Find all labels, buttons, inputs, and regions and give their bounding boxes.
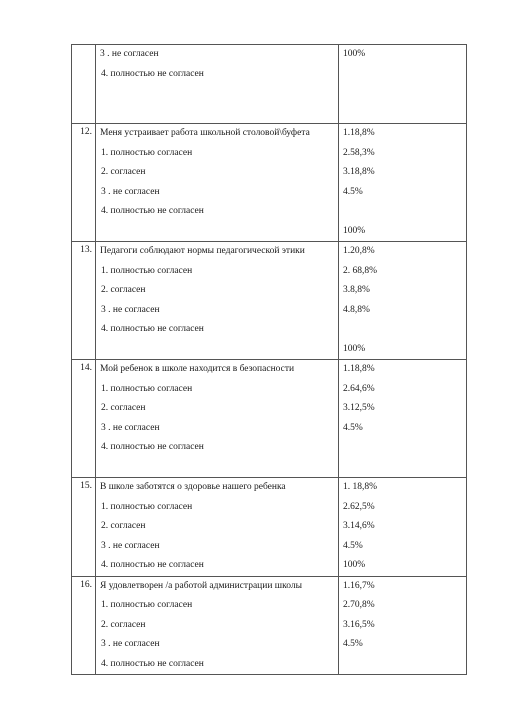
question-number: 14. bbox=[80, 363, 92, 373]
question-number bbox=[72, 45, 92, 48]
question-text: Меня устраивает работа школьной столовой\буфета bbox=[100, 128, 310, 138]
result-value: 4.5% bbox=[343, 639, 363, 649]
answer-option: 2. согласен bbox=[101, 167, 146, 177]
result-value: 100% bbox=[343, 560, 366, 570]
result-value bbox=[343, 202, 466, 222]
answer-option: 3 . не согласен bbox=[101, 540, 160, 551]
question-number: 13. bbox=[80, 245, 92, 255]
result-value: 3.8,8% bbox=[343, 285, 370, 295]
result-cell bbox=[339, 45, 467, 124]
survey-table bbox=[71, 44, 467, 675]
question-text: Мой ребенок в школе находится в безопасности bbox=[100, 364, 295, 374]
result-value: 1.20,8% bbox=[343, 246, 375, 256]
answer-option: 3 . не согласен bbox=[101, 639, 160, 649]
question-text: В школе заботятся о здоровье нашего ребенка bbox=[100, 482, 286, 492]
question-cell bbox=[96, 576, 339, 675]
answer-option: 3 . не согласен bbox=[101, 304, 160, 315]
answer-option: 4. полностью не согласен bbox=[101, 442, 204, 452]
answer-option: 1. полностью согласен bbox=[101, 147, 193, 158]
table-row bbox=[72, 360, 467, 478]
question-number-cell bbox=[72, 45, 96, 124]
answer-option: 3 . не согласен bbox=[101, 186, 160, 197]
result-value: 2.62,5% bbox=[343, 501, 375, 512]
answer-option: 3 . не согласен bbox=[101, 422, 160, 433]
question-cell bbox=[96, 360, 339, 478]
answer-option: 2. согласен bbox=[101, 285, 146, 295]
answer-option: 4. полностью не согласен bbox=[101, 658, 204, 669]
result-value: 2.70,8% bbox=[343, 600, 375, 610]
result-cell bbox=[339, 478, 467, 577]
question-text: Педагоги соблюдают нормы педагогической этики bbox=[100, 246, 305, 256]
question-number-cell bbox=[72, 478, 96, 577]
answer-option: 2. согласен bbox=[101, 619, 146, 630]
answer-option bbox=[100, 104, 338, 124]
question-number-cell bbox=[72, 360, 96, 478]
table-row bbox=[72, 45, 467, 124]
result-value: 1.18,8% bbox=[343, 364, 375, 374]
result-value: 4.5% bbox=[343, 422, 363, 433]
question-number-cell bbox=[72, 124, 96, 242]
result-value bbox=[343, 104, 466, 124]
table-row bbox=[72, 124, 467, 242]
table-row bbox=[72, 242, 467, 360]
result-value: 3.12,5% bbox=[343, 403, 375, 413]
result-value bbox=[343, 458, 466, 478]
table-row bbox=[72, 576, 467, 675]
result-value bbox=[343, 655, 466, 675]
result-value: 4.8,8% bbox=[343, 304, 370, 315]
result-value: 1. 18,8% bbox=[343, 482, 378, 492]
result-value: 1.18,8% bbox=[343, 128, 375, 138]
result-cell bbox=[339, 242, 467, 360]
question-number: 16. bbox=[80, 579, 92, 590]
result-value: 100% bbox=[343, 225, 366, 236]
question-cell bbox=[96, 478, 339, 577]
result-cell bbox=[339, 360, 467, 478]
answer-option bbox=[100, 340, 338, 360]
result-cell bbox=[339, 124, 467, 242]
question-cell bbox=[96, 124, 339, 242]
table-row bbox=[72, 478, 467, 577]
result-value: 3.16,5% bbox=[343, 619, 375, 630]
answer-option: 4. полностью не согласен bbox=[101, 68, 204, 79]
question-number: 12. bbox=[80, 127, 92, 137]
answer-option bbox=[100, 84, 338, 104]
table-body bbox=[72, 45, 467, 675]
result-value: 2. 68,8% bbox=[343, 265, 378, 276]
result-value: 4.5% bbox=[343, 186, 363, 197]
result-value: 1.16,7% bbox=[343, 580, 375, 591]
result-cell bbox=[339, 576, 467, 675]
result-value: 4.5% bbox=[343, 540, 363, 551]
answer-option bbox=[100, 222, 338, 242]
question-number: 15. bbox=[80, 481, 92, 491]
answer-option: 4. полностью не согласен bbox=[101, 324, 204, 334]
answer-option: 3 . не согласен bbox=[100, 49, 159, 59]
answer-option: 2. согласен bbox=[101, 521, 146, 531]
result-value: 3.18,8% bbox=[343, 167, 375, 177]
result-value bbox=[343, 84, 466, 104]
answer-option: 4. полностью не согласен bbox=[101, 560, 204, 570]
result-value: 3.14,6% bbox=[343, 521, 375, 531]
result-value bbox=[343, 320, 466, 340]
result-value: 2.58,3% bbox=[343, 147, 375, 158]
question-number-cell bbox=[72, 242, 96, 360]
result-value: 2.64,6% bbox=[343, 383, 375, 394]
answer-option: 1. полностью согласен bbox=[101, 600, 193, 610]
answer-option: 1. полностью согласен bbox=[101, 501, 193, 512]
answer-option bbox=[100, 458, 338, 478]
answer-option: 2. согласен bbox=[101, 403, 146, 413]
result-value bbox=[343, 438, 466, 458]
question-text: Я удовлетворен /а работой администрации школы bbox=[100, 580, 302, 591]
answer-option: 1. полностью согласен bbox=[101, 383, 193, 394]
question-cell bbox=[96, 242, 339, 360]
result-value: 100% bbox=[343, 49, 366, 59]
answer-option: 4. полностью не согласен bbox=[101, 206, 204, 216]
answer-option: 1. полностью согласен bbox=[101, 265, 193, 276]
question-cell bbox=[96, 45, 339, 124]
question-number-cell bbox=[72, 576, 96, 675]
result-value: 100% bbox=[343, 343, 366, 354]
result-value bbox=[343, 65, 466, 85]
